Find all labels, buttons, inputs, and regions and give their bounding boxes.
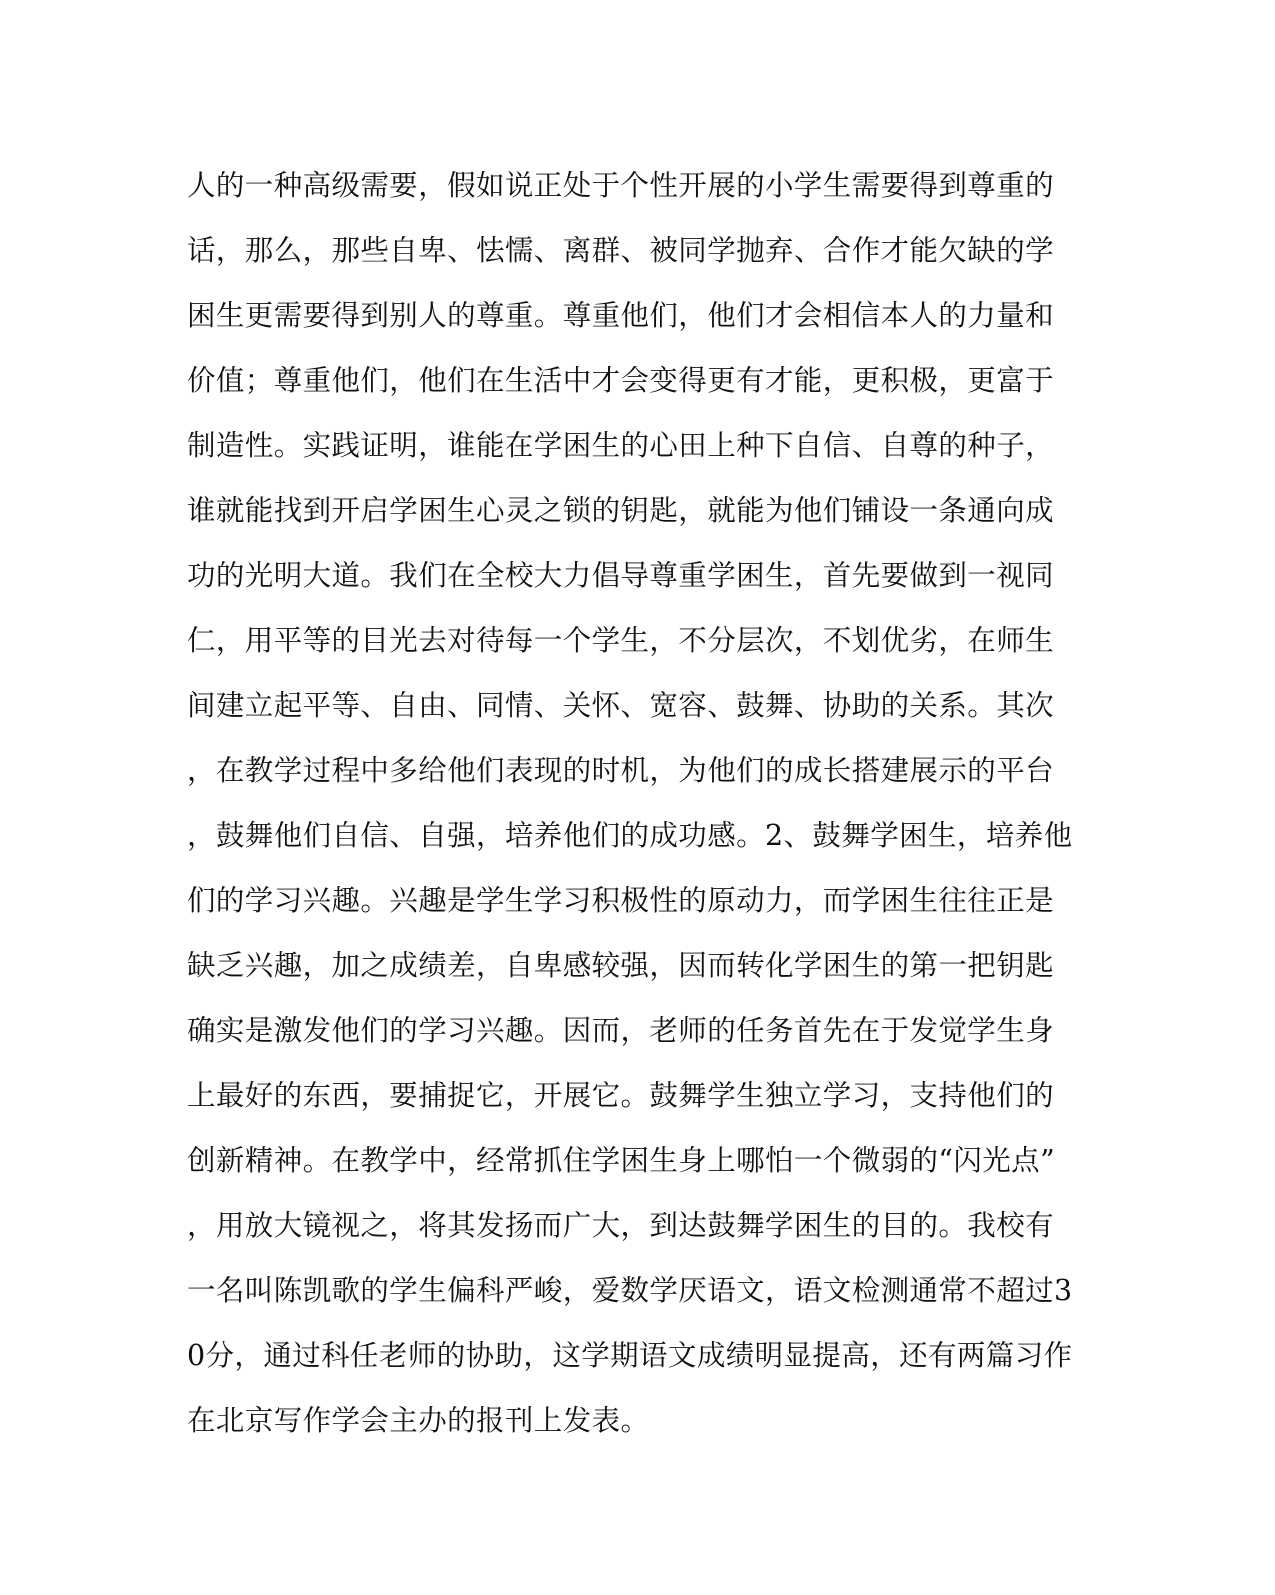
text-line: 谁就能找到开启学困生心灵之锁的钥匙，就能为他们铺设一条通向成 bbox=[187, 494, 1055, 527]
text-line: 话，那么，那些自卑、怯懦、离群、被同学抛弃、合作才能欠缺的学 bbox=[187, 234, 1055, 267]
body-paragraph bbox=[187, 153, 1087, 1453]
text-line: 上最好的东西，要捕捉它，开展它。鼓舞学生独立学习，支持他们的 bbox=[187, 1079, 1055, 1112]
text-line: ，用放大镜视之，将其发扬而广大，到达鼓舞学困生的目的。我校有 bbox=[187, 1209, 1055, 1242]
text-line: 困生更需要得到别人的尊重。尊重他们，他们才会相信本人的力量和 bbox=[187, 299, 1055, 332]
text-line: 一名叫陈凯歌的学生偏科严峻，爱数学厌语文，语文检测通常不超过3 bbox=[187, 1274, 1073, 1307]
text-line: 间建立起平等、自由、同情、关怀、宽容、鼓舞、协助的关系。其次 bbox=[187, 689, 1055, 722]
text-line: 人的一种高级需要，假如说正处于个性开展的小学生需要得到尊重的 bbox=[187, 169, 1055, 202]
text-line: 创新精神。在教学中，经常抓住学困生身上哪怕一个微弱的“闪光点” bbox=[187, 1144, 1056, 1177]
text-line: 制造性。实践证明，谁能在学困生的心田上种下自信、自尊的种子， bbox=[187, 429, 1055, 462]
text-line: 缺乏兴趣，加之成绩差，自卑感较强，因而转化学困生的第一把钥匙 bbox=[187, 949, 1055, 982]
text-line: 0分，通过科任老师的协助，这学期语文成绩明显提高，还有两篇习作 bbox=[187, 1339, 1073, 1372]
text-line: 功的光明大道。我们在全校大力倡导尊重学困生，首先要做到一视同 bbox=[187, 559, 1055, 592]
text-line: 仁，用平等的目光去对待每一个学生，不分层次，不划优劣，在师生 bbox=[187, 624, 1055, 657]
text-line: 们的学习兴趣。兴趣是学生学习积极性的原动力，而学困生往往正是 bbox=[187, 884, 1055, 917]
text-line: ，鼓舞他们自信、自强，培养他们的成功感。2、鼓舞学困生，培养他 bbox=[187, 819, 1073, 852]
text-line: 价值；尊重他们，他们在生活中才会变得更有才能，更积极，更富于 bbox=[187, 364, 1055, 397]
text-line: 在北京写作学会主办的报刊上发表。 bbox=[187, 1404, 650, 1437]
text-line: ，在教学过程中多给他们表现的时机，为他们的成长搭建展示的平台 bbox=[187, 754, 1055, 787]
text-line: 确实是激发他们的学习兴趣。因而，老师的任务首先在于发觉学生身 bbox=[187, 1014, 1055, 1047]
